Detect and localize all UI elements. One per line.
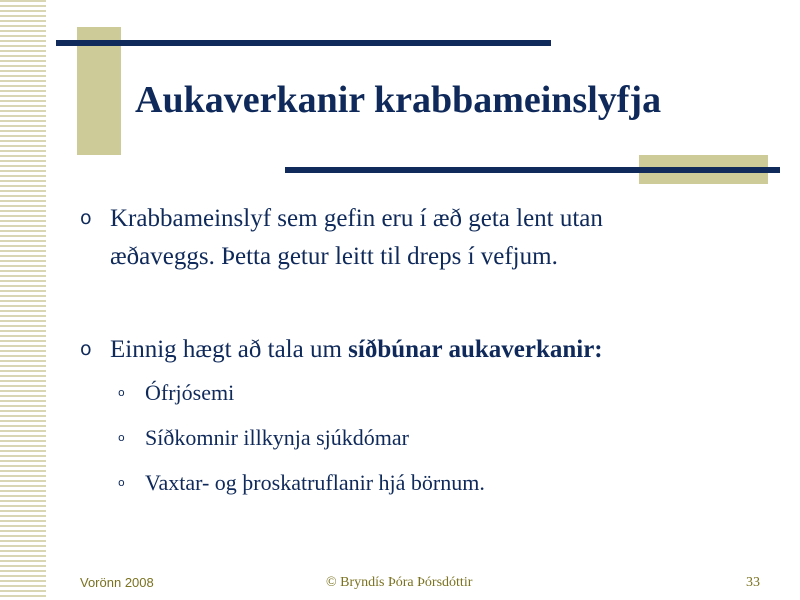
bullet-1-line-1: Krabbameinslyf sem gefin eru í æð geta lent utan — [110, 205, 603, 232]
title-accent-block-left — [77, 27, 121, 155]
title-rule-bottom — [285, 167, 780, 173]
footer-center: © Bryndís Þóra Þórsdóttir — [326, 575, 473, 590]
title-rule-top — [56, 40, 551, 46]
footer-page-number: 33 — [746, 575, 760, 590]
bullet-2-bold-text: síðbúnar aukaverkanir: — [348, 336, 603, 363]
sub-bullet-3: Vaxtar- og þroskatruflanir hjá börnum. — [145, 470, 485, 495]
sub-bullet-marker-2: o — [118, 431, 125, 444]
footer-left: Vorönn 2008 — [80, 575, 154, 590]
sub-bullet-marker-1: o — [118, 386, 125, 399]
bullet-2 — [110, 331, 770, 369]
sub-bullet-1: Ófrjósemi — [145, 380, 235, 405]
bullet-marker-1: o — [80, 207, 92, 229]
bullet-marker-2: o — [80, 338, 92, 360]
sub-bullet-2: Síðkomnir illkynja sjúkdómar — [145, 425, 409, 450]
bullet-1 — [110, 200, 770, 276]
bullet-1-line-2: æðaveggs. Þetta getur leitt til dreps í vefjum. — [110, 243, 558, 270]
bullet-2-text: Einnig hægt að tala um — [110, 336, 349, 363]
sub-bullet-marker-3: o — [118, 476, 125, 489]
decorative-stripes — [0, 0, 46, 600]
slide-title: Aukaverkanir krabbameinslyfja — [135, 79, 662, 121]
